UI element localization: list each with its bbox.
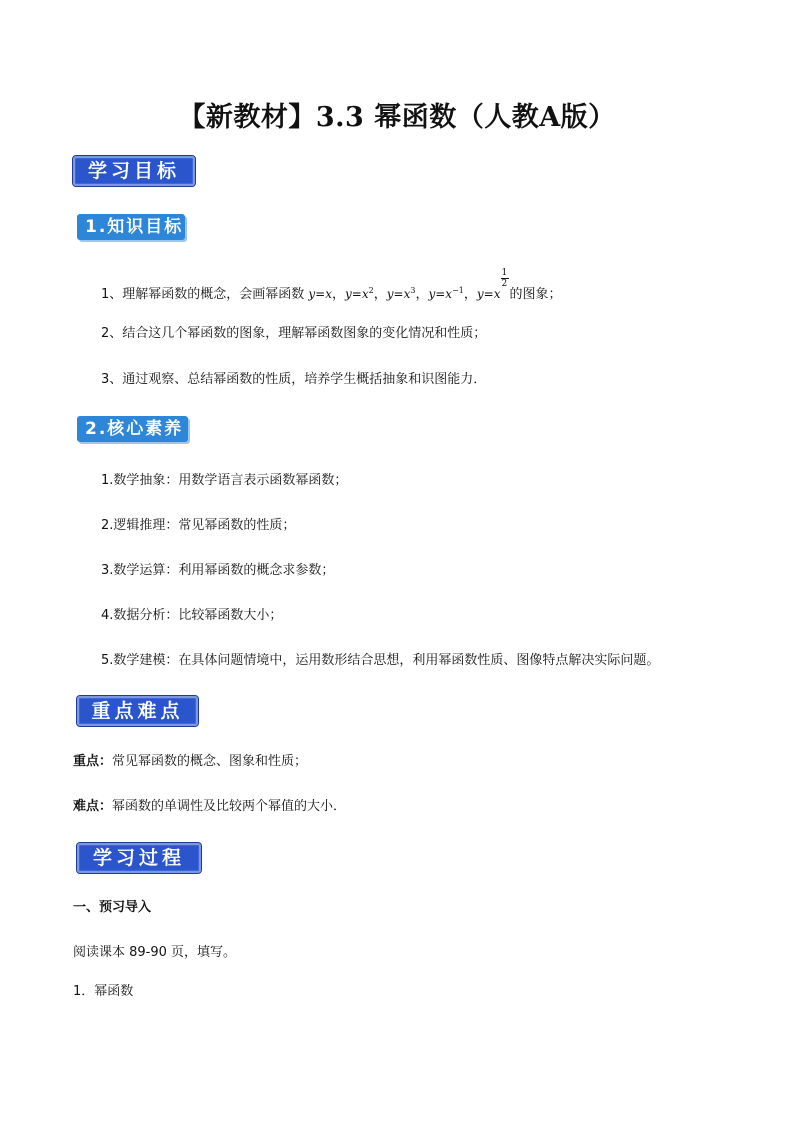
power-function-y-x-inverse [428,287,463,301]
func-exponent: 2 [368,286,374,295]
section-badge-core-literacy: 2.核心素养 [77,416,188,442]
difficulty-label: 难点： [73,799,113,814]
process-item-1: 1．幂函数 [73,984,134,999]
core-item-5: 5.数学建模：在具体问题情境中，运用数形结合思想，利用幂函数性质、图像特点解决实际问题。 [101,653,660,668]
power-function-y-x3 [387,287,416,301]
knowledge-item-2: 2、结合这几个幂函数的图象，理解幂函数图象的变化情况和性质； [101,326,487,341]
core-item-2: 2.逻辑推理：常见幂函数的性质； [101,518,296,533]
section-badge-key-points: 重点难点 [77,696,198,726]
fraction-numerator: 1 [501,268,508,278]
func-base: y=x [345,287,369,301]
power-function-y-x: y=x [308,287,333,301]
func-base: y=x [386,287,411,301]
focus-label: 重点： [73,754,113,769]
knowledge-item-3: 3、通过观察、总结幂函数的性质，培养学生概括抽象和识图能力． [101,372,487,387]
power-function-y-x2 [345,287,374,301]
func-base: y=x [428,287,453,301]
page-title: 【新教材】3.3 幂函数（人教A版） [178,102,616,133]
knowledge-item-1-suffix: 的图象； [509,287,562,302]
core-item-4: 4.数据分析：比较幂函数大小； [101,608,283,623]
section-badge-goals: 学习目标 [73,156,195,186]
fraction-exponent [501,268,510,300]
core-item-3: 3.数学运算：利用幂函数的概念求参数； [101,563,335,578]
fraction-denominator: 2 [501,279,508,289]
separator: ， [373,287,387,302]
knowledge-item-1 [101,268,562,304]
process-heading: 一、预习导入 [73,900,152,915]
focus-text: 常见幂函数的概念、图象和性质； [112,754,308,769]
difficulty-text: 幂函数的单调性及比较两个幂值的大小． [112,799,347,814]
func-exponent: −1 [452,286,464,295]
power-function-y-x-half [476,268,510,301]
separator: ， [463,287,477,302]
func-exponent: 3 [410,286,416,295]
process-instruction: 阅读课本 89-90 页，填写。 [73,945,237,960]
func-base: y=x [476,287,501,301]
separator: ， [332,287,346,302]
knowledge-item-1-prefix: 1、理解幂函数的概念，会画幂函数 [101,287,309,302]
difficulty-line [73,798,346,816]
section-badge-knowledge-goals: 1.知识目标 [77,214,185,240]
focus-line [73,753,307,771]
core-item-1: 1.数学抽象：用数学语言表示函数幂函数； [101,473,348,488]
section-badge-process: 学习过程 [77,843,201,873]
separator: ， [415,287,429,302]
